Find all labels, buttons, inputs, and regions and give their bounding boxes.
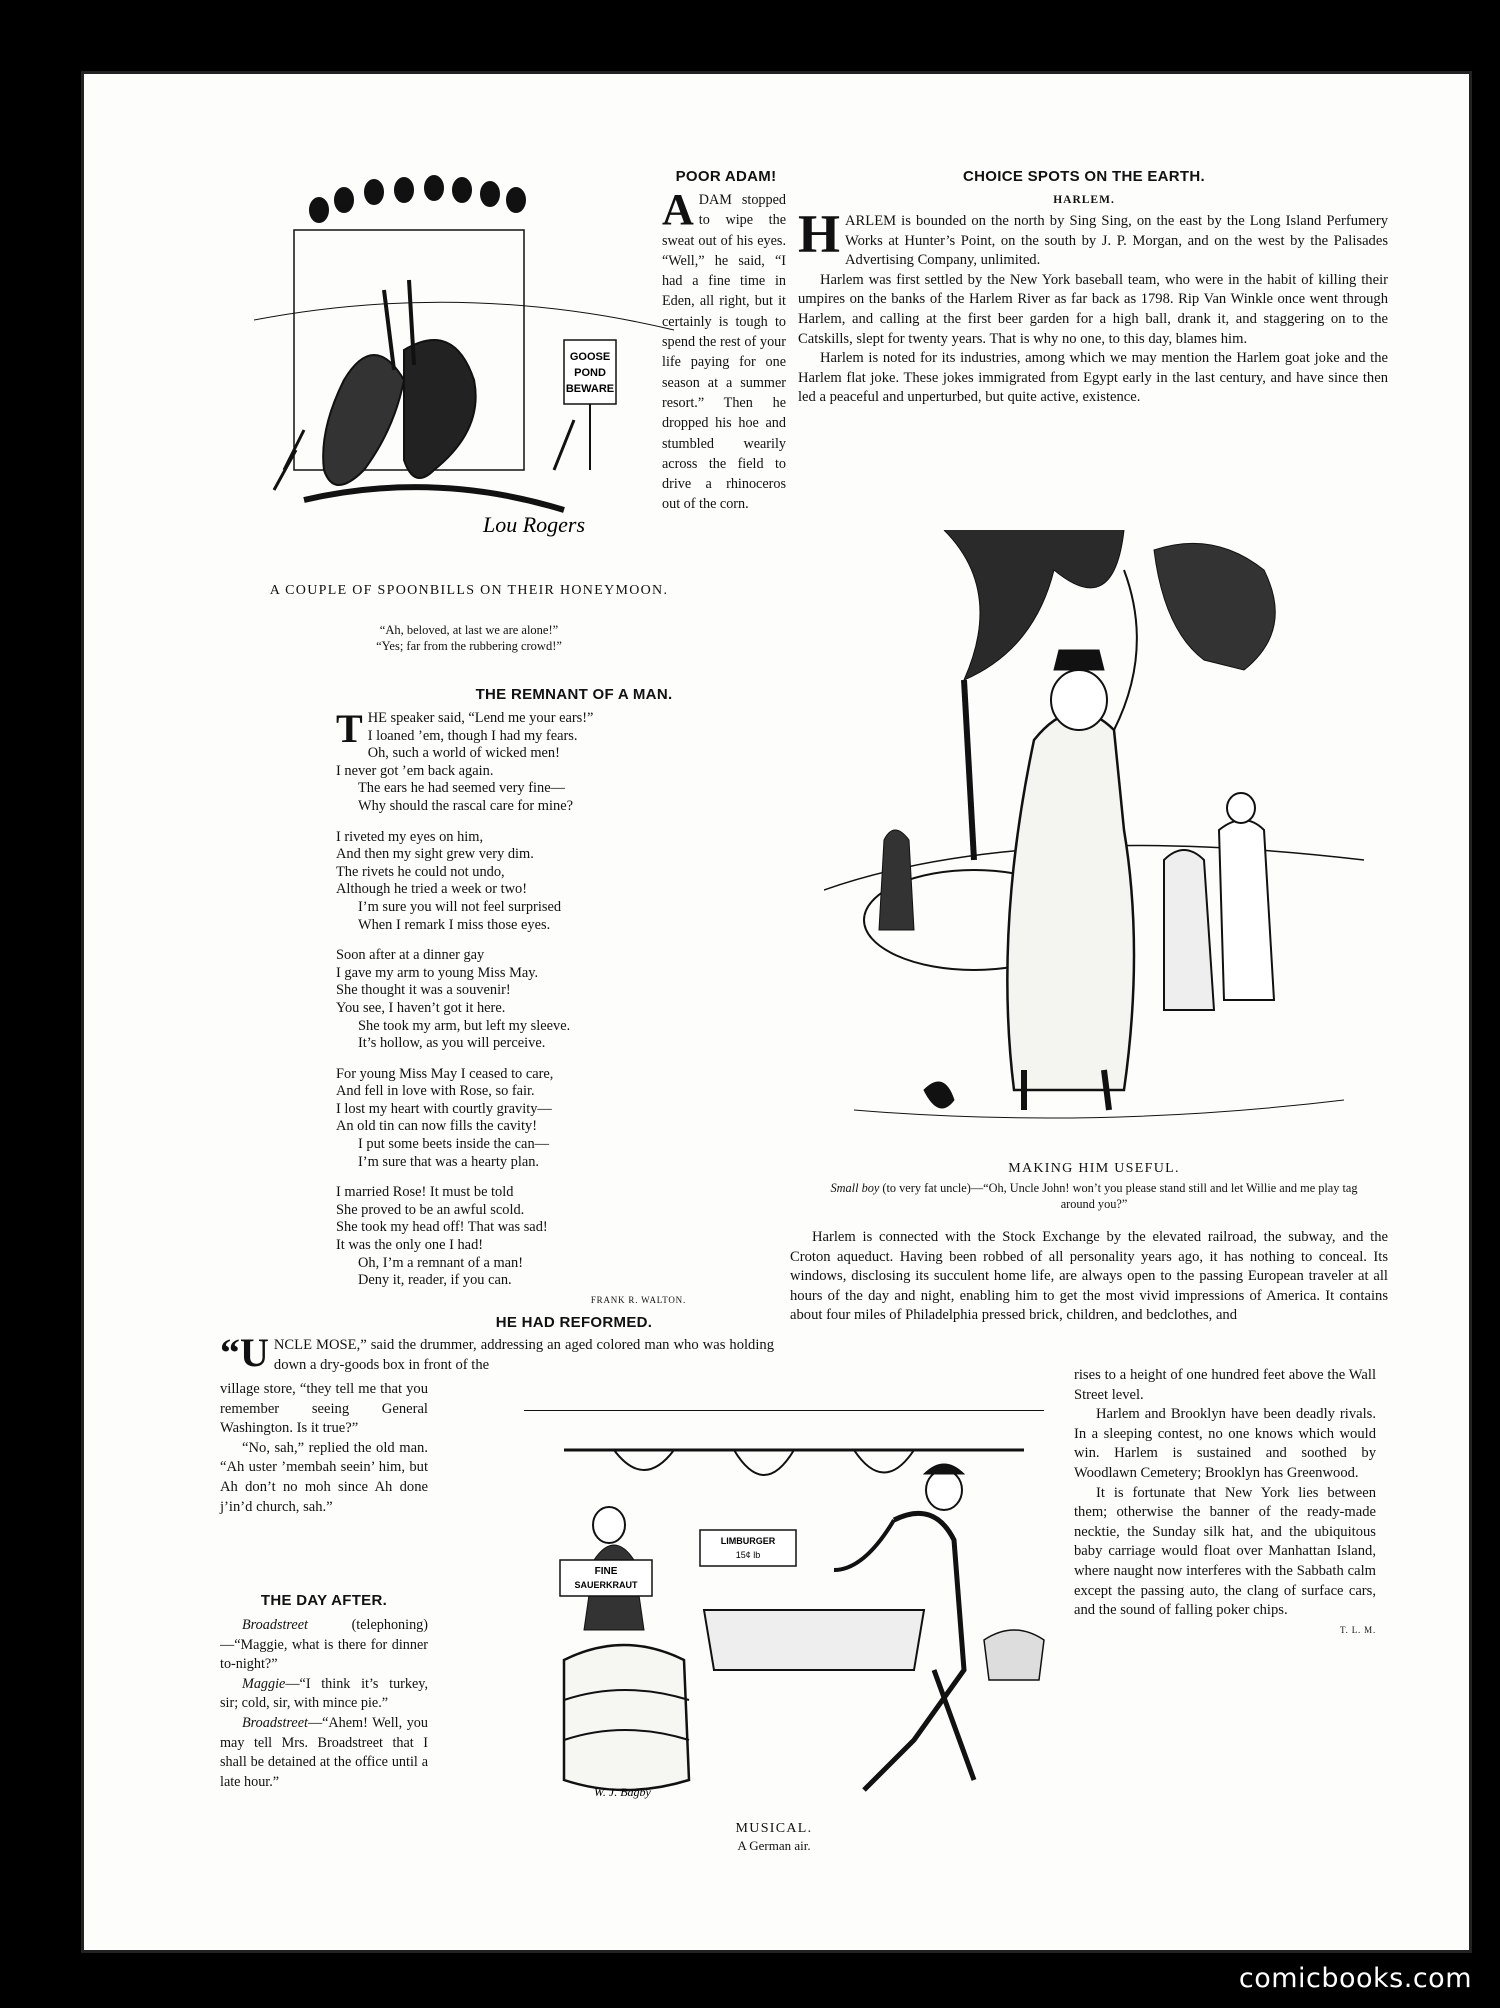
day-after-title: THE DAY AFTER. [260, 1592, 388, 1609]
dialogue-text: (telephoning)—“Maggie, what is there for dinner to-night?” [220, 1617, 428, 1673]
paragraph [220, 1616, 428, 1675]
dialogue-text: —“Ahem! Well, you may tell Mrs. Broadstreet that I shall be detained at the office until a late hour.” [220, 1714, 428, 1790]
poem-line: The rivets he could not undo, [336, 863, 505, 880]
dropcap: H [798, 204, 841, 264]
poem-line: I put some beets inside the can— [358, 1136, 550, 1153]
poem-line: It’s hollow, as you will perceive. [358, 1035, 546, 1052]
paragraph: Harlem and Brooklyn have been deadly rivals. In a sleeping contest, no one knows which would win. Harlem is sustained and soothed by Woodlawn Cemetery; Brooklyn has Greenwood. [1074, 1406, 1376, 1481]
paragraph: rises to a height of one hundred feet above the Wall Street level. [1074, 1367, 1376, 1403]
dialogue-line: “Ah, beloved, at last we are alone!” [379, 623, 559, 637]
poem-line: HE speaker said, “Lend me your ears!” [367, 710, 594, 726]
goose-sign-line: GOOSE [569, 351, 611, 363]
sauerkraut-sign-line: SAUERKRAUT [574, 1580, 638, 1590]
poem-line: The ears he had seemed very fine— [358, 780, 565, 797]
poem-line: And then my sight grew very dim. [336, 846, 534, 863]
poem-line: I’m sure you will not feel surprised [358, 898, 562, 915]
poem-line: You see, I haven’t got it here. [336, 999, 506, 1016]
poem-line: She took my arm, but left my sleeve. [358, 1017, 571, 1034]
musical-illustration [504, 1410, 1060, 1810]
dropcap: T [336, 706, 363, 751]
poem-line: She took my head off! That was sad! [336, 1219, 548, 1236]
poem-line: An old tin can now fills the cavity! [336, 1118, 538, 1135]
speaker: Small boy [830, 1181, 880, 1195]
paragraph [220, 1675, 428, 1714]
dialogue-line: “Yes; far from the rubbering crowd!” [376, 639, 562, 653]
making-him-useful-dialogue [814, 1180, 1374, 1212]
choice-spots-body [798, 204, 1388, 408]
limburger-sign-line: LIMBURGER [720, 1536, 776, 1546]
poem-line: Deny it, reader, if you can. [358, 1272, 512, 1289]
poem-line: I loaned ’em, though I had my fears. [367, 727, 578, 744]
poem-line: I gave my arm to young Miss May. [336, 964, 539, 981]
stanza [336, 1184, 786, 1290]
paragraph [798, 204, 1388, 271]
choice-spots-subtitle: HARLEM. [1053, 194, 1115, 206]
dialogue-text: —“I think it’s turkey, sir; cold, sir, with mince pie.” [220, 1675, 428, 1712]
musical-subcaption: A German air. [737, 1838, 811, 1853]
poem-line: When I remark I miss those eyes. [358, 916, 551, 933]
author-initials: T. L. M. [1340, 1624, 1376, 1635]
stanza [336, 1066, 786, 1172]
artist-signature: W. J. Bagby [594, 1785, 651, 1799]
choice-spots-column-end [1074, 1366, 1376, 1640]
poem-line: Oh, such a world of wicked men! [367, 745, 560, 762]
poem-line: Soon after at a dinner gay [336, 947, 485, 964]
poor-adam-title: POOR ADAM! [675, 168, 777, 185]
paragraph: It is fortunate that New York lies between them; otherwise the banner of the ready-made necktie, the Sunday silk hat, and the ubiquitous baby carriage would float over Manhattan Island, where naught now interferes with the Sabbath calm except the passing auto, the clang of surface cars, and the sound of falling poker chips. [1074, 1484, 1376, 1619]
poem-line: And fell in love with Rose, so fair. [336, 1083, 535, 1100]
choice-spots-title: CHOICE SPOTS ON THE EARTH. [963, 168, 1205, 185]
poem-line: I never got ’em back again. [336, 762, 494, 779]
paragraph: Harlem is connected with the Stock Exchange by the elevated railroad, the subway, and the Croton aqueduct. Having been robbed of all personality years ago, it has nothing to conceal. Its windows, disclosing its succulent home life, are always open to the passing European traveler at all hours of the day and night, enabling him to get the most vivid impressions of America. It contains about four miles of Philadelphia pressed brick, children, and bedclothes, and [790, 1229, 1388, 1324]
choice-spots-continued [790, 1228, 1388, 1326]
reformed-lead-text: NCLE MOSE,” said the drummer, addressing an aged colored man who was holding down a dry-goods box in front of the [273, 1337, 774, 1373]
stanza [336, 947, 786, 1053]
goose-sign-line: POND [574, 367, 606, 379]
dropcap: A [662, 185, 694, 234]
poor-adam-body: DAM stopped to wipe the sweat out of his eyes. “Well,” he said, “I had a fine time in Eden, all right, but it certainly is tough to spend the rest of your life paying for one season at a summer resort.” Then he dropped his hoe and stumbled wearily across the field to drive a rhinoceros out of the corn. [662, 192, 786, 513]
poem-line: I married Rose! It must be told [336, 1184, 514, 1201]
magazine-page [84, 74, 1469, 1950]
dropcap [220, 1330, 269, 1375]
spoonbills-dialogue [244, 622, 694, 654]
poem-line: I riveted my eyes on him, [336, 828, 484, 845]
reformed-lead [220, 1330, 774, 1375]
poem-line: It was the only one I had! [336, 1237, 484, 1254]
speaker: Maggie [242, 1675, 286, 1692]
making-him-useful-illustration [824, 530, 1364, 1140]
dropcap-letter: U [240, 1330, 269, 1375]
paragraph-text: ARLEM is bounded on the north by Sing Sing, on the east by the Long Island Perfumery Works at Hunter’s Point, on the south by J. P. Morgan, and on the west by the Palisades Advertising Company, unlimited. [845, 213, 1388, 269]
poor-adam-text [662, 185, 786, 515]
reformed-title: HE HAD REFORMED. [495, 1314, 653, 1331]
poem-author: FRANK R. WALTON. [590, 1294, 686, 1305]
spoonbills-illustration [234, 170, 694, 550]
poem-line: She proved to be an awful scold. [336, 1201, 525, 1218]
stanza [336, 829, 786, 935]
sauerkraut-sign-line: FINE [594, 1566, 618, 1577]
poem-line: Why should the rascal care for mine? [358, 797, 573, 814]
poem-line: For young Miss May I ceased to care, [336, 1065, 554, 1082]
musical-caption: MUSICAL. [735, 1821, 813, 1836]
spoonbills-caption: A COUPLE OF SPOONBILLS ON THEIR HONEYMOON. [269, 583, 669, 598]
paragraph: Harlem is noted for its industries, among which we may mention the Harlem goat joke and the Harlem flat joke. These jokes immigrated from Egypt early in the last century, and have since then led a peaceful and unperturbed, but quite active, existence. [798, 350, 1388, 406]
poem-line: Although he tried a week or two! [336, 881, 528, 898]
remnant-title: THE REMNANT OF A MAN. [475, 686, 673, 703]
making-him-useful-caption: MAKING HIM USEFUL. [1008, 1161, 1180, 1176]
delicatessen-drawing [504, 1410, 1060, 1810]
stanza [336, 706, 786, 816]
paragraph [220, 1714, 428, 1792]
fat-uncle-drawing [824, 530, 1364, 1140]
goose-sign-line: BEWARE [565, 383, 615, 395]
poem-line: I’m sure that was a hearty plan. [358, 1153, 540, 1170]
poem-line: Oh, I’m a remnant of a man! [358, 1254, 524, 1271]
poem-line: I lost my heart with courtly gravity— [336, 1100, 552, 1117]
speaker: Broadstreet [242, 1617, 308, 1633]
spoonbills-drawing [234, 170, 694, 550]
poem-line: She thought it was a souvenir! [336, 982, 511, 999]
open-quote: “ [220, 1330, 240, 1375]
day-after-body [220, 1616, 428, 1792]
artist-signature: Lou Rogers [482, 512, 586, 537]
reformed-body [220, 1380, 428, 1517]
paragraph: Harlem was first settled by the New York baseball team, who were in the habit of killing their umpires on the banks of the Harlem River as far back as 1798. Rip Van Winkle once went through Harlem, and calling at the first beer garden for a high ball, drank it, and staggering on to the Catskills, slept for twenty years. That is why no one, to this day, blames him. [798, 271, 1388, 347]
paragraph: “No, sah,” replied the old man. “Ah uster ’membah seein’ him, but Ah don’t no moh since Ah done j’in’d church, sah.” [220, 1439, 428, 1515]
speaker: Broadstreet [242, 1714, 308, 1731]
dialogue-text: (to very fat uncle)—“Oh, Uncle John! won’t you please stand still and let Willie and me play tag around you?” [882, 1181, 1358, 1211]
remnant-poem [336, 706, 786, 1309]
limburger-sign-line: 15¢ lb [735, 1550, 761, 1560]
paragraph: village store, “they tell me that you remember seeing General Washington. Is it true?” [220, 1381, 428, 1437]
watermark: comicbooks.com [1238, 1963, 1472, 1994]
